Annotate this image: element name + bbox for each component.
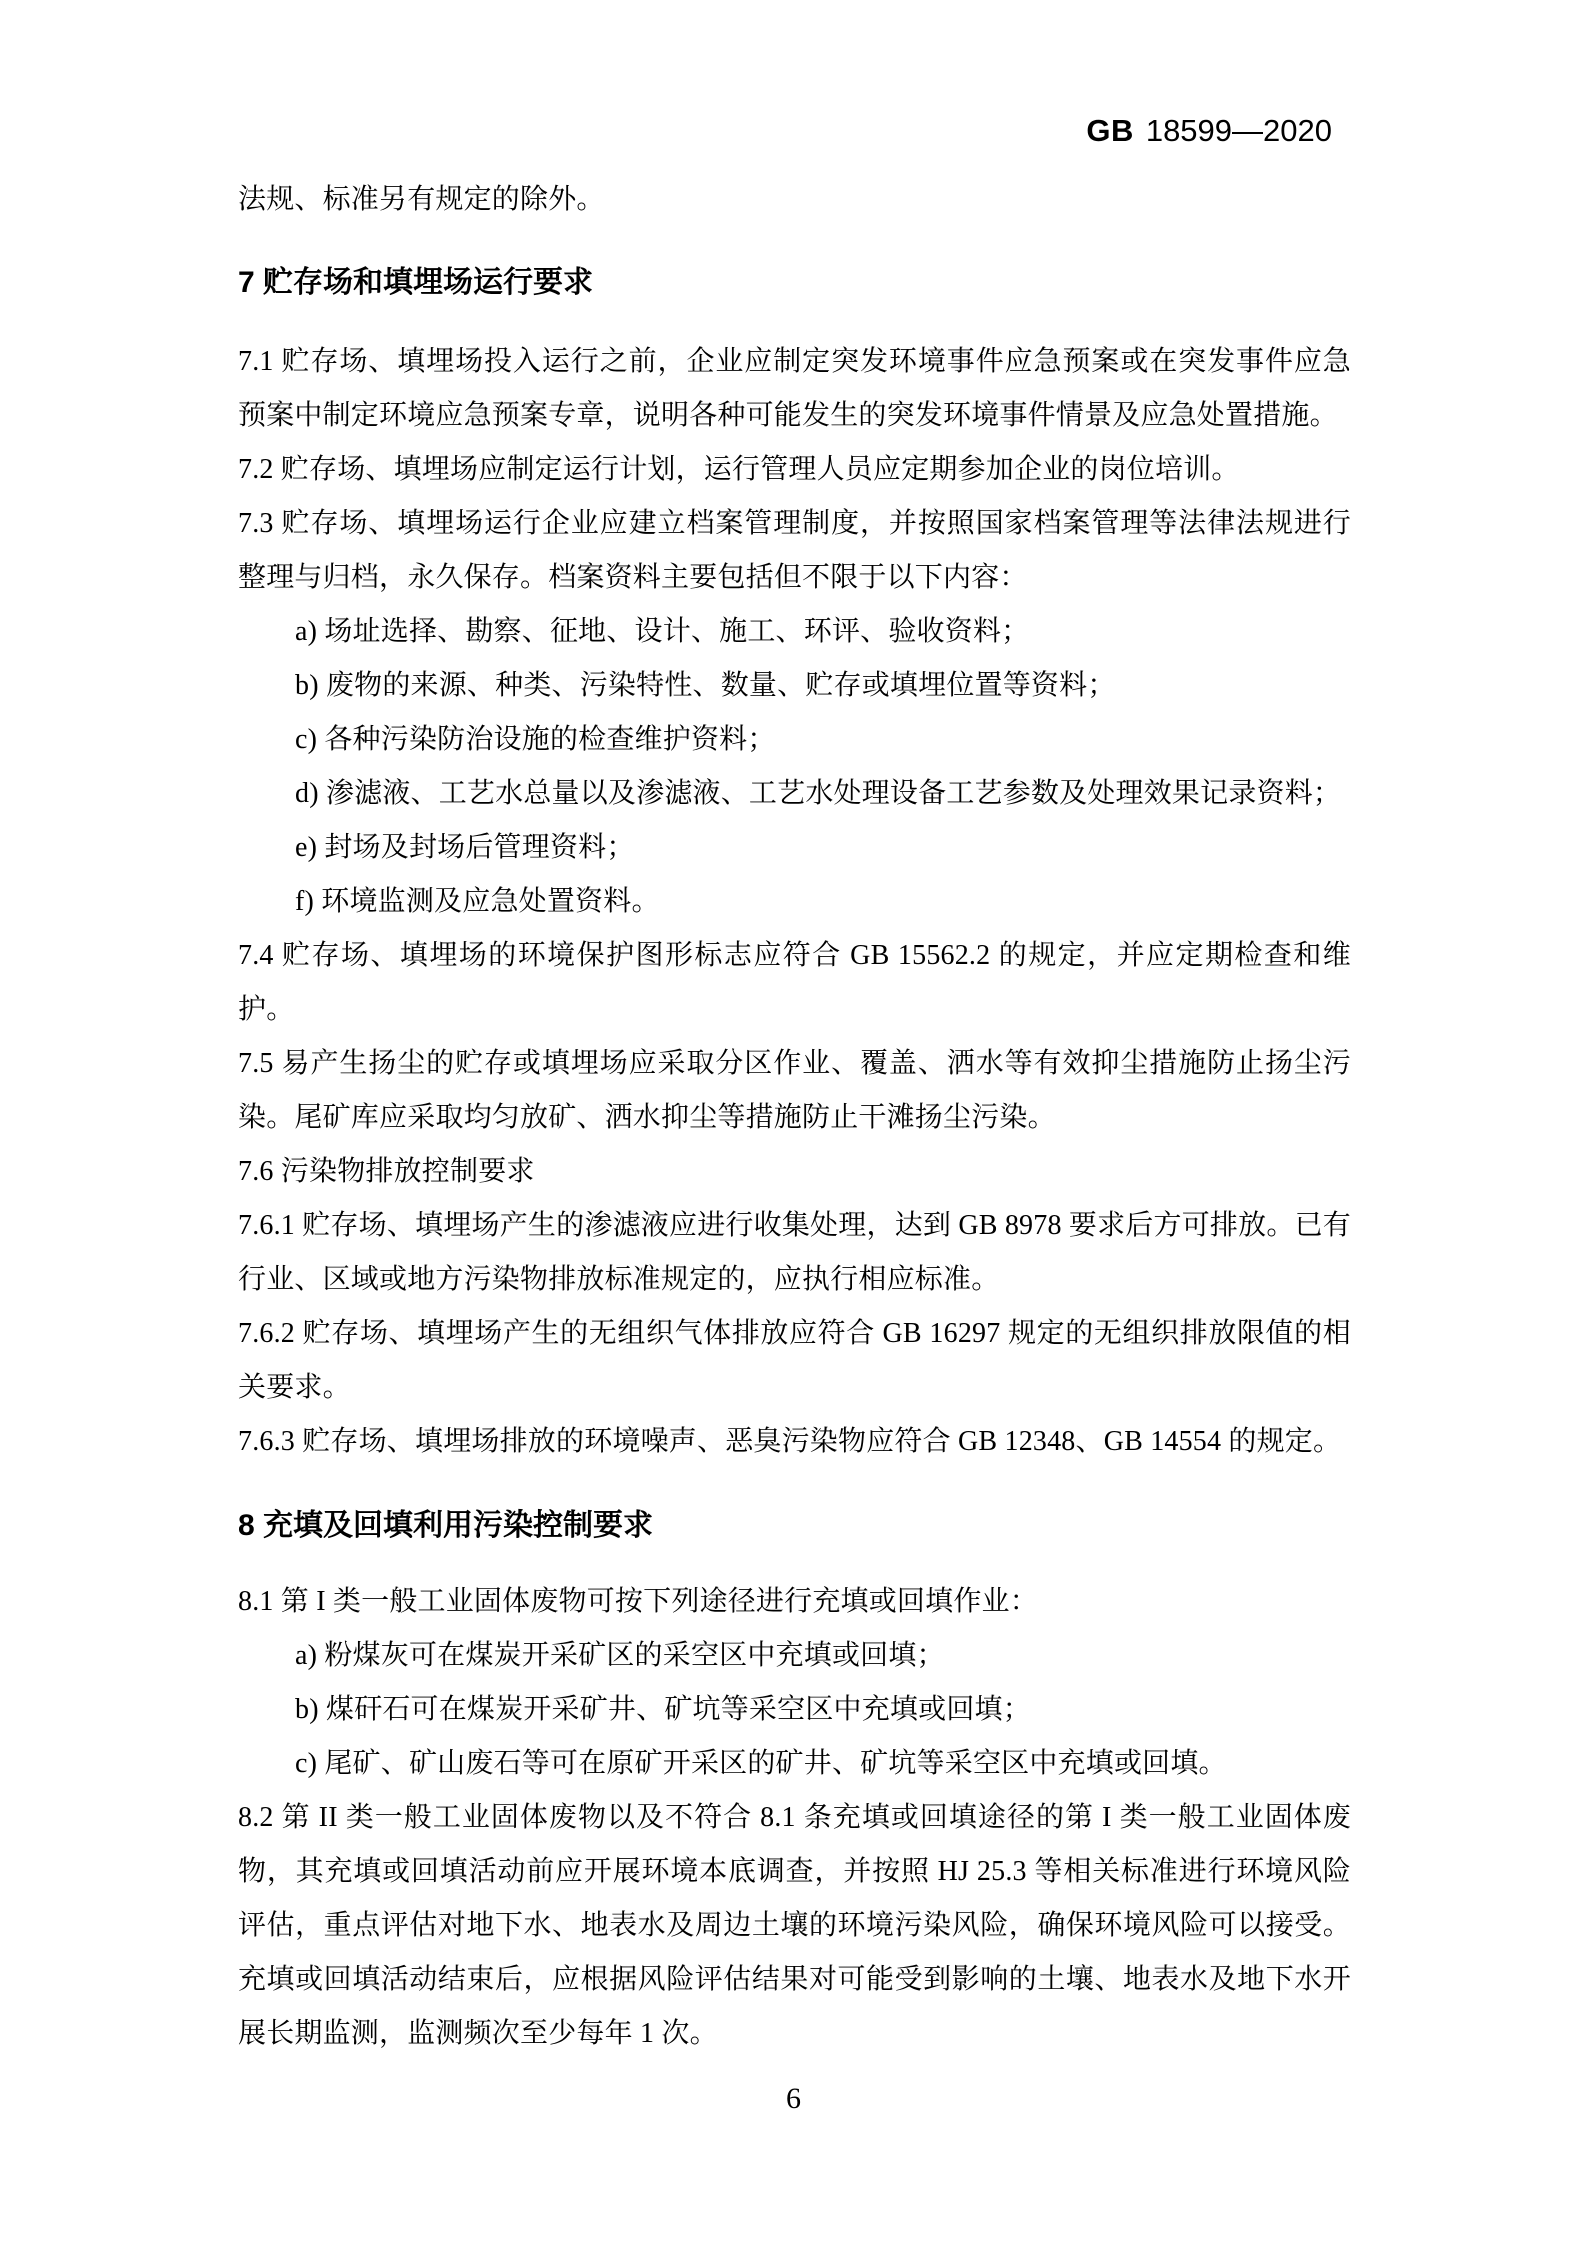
clause-7-6-1: 7.6.1 贮存场、填埋场产生的渗滤液应进行收集处理，达到 GB 8978 要求后方可排放。已有行业、区域或地方污染物排放标准规定的，应执行相应标准。 bbox=[238, 1210, 1351, 1295]
document-body bbox=[238, 173, 1351, 2061]
doc-code-prefix: GB bbox=[1086, 113, 1134, 148]
clause-8-1: 8.1 第 I 类一般工业固体废物可按下列途径进行充填或回填作业： bbox=[238, 1586, 1038, 1617]
doc-code bbox=[1086, 112, 1332, 150]
list-item-7-3-a: a) 场址选择、勘察、征地、设计、施工、环评、验收资料； bbox=[295, 616, 1030, 647]
list-item-7-3-c: c) 各种污染防治设施的检查维护资料； bbox=[295, 724, 776, 755]
section-8-heading: 8 充填及回填利用污染控制要求 bbox=[238, 1509, 654, 1542]
list-item-8-1-b: b) 煤矸石可在煤炭开采矿井、矿坑等采空区中充填或回填； bbox=[295, 1694, 1031, 1725]
clause-7-1: 7.1 贮存场、填埋场投入运行之前，企业应制定突发环境事件应急预案或在突发事件应急预案中制定环境应急预案专章，说明各种可能发生的突发环境事件情景及应急处置措施。 bbox=[238, 346, 1351, 431]
list-item-8-1-a: a) 粉煤灰可在煤炭开采矿区的采空区中充填或回填； bbox=[295, 1640, 945, 1671]
list-item-7-3-b: b) 废物的来源、种类、污染特性、数量、贮存或填埋位置等资料； bbox=[295, 670, 1116, 701]
page-number: 6 bbox=[786, 2082, 801, 2115]
clause-7-6-title: 7.6 污染物排放控制要求 bbox=[238, 1156, 535, 1187]
clause-7-4: 7.4 贮存场、填埋场的环境保护图形标志应符合 GB 15562.2 的规定，并应定期检查和维护。 bbox=[238, 940, 1351, 1025]
section-7-heading: 7 贮存场和填埋场运行要求 bbox=[238, 266, 594, 299]
list-item-7-3-d: d) 渗滤液、工艺水总量以及渗滤液、工艺水处理设备工艺参数及处理效果记录资料； bbox=[295, 778, 1342, 809]
list-item-7-3-f: f) 环境监测及应急处置资料。 bbox=[295, 886, 660, 917]
clause-7-2: 7.2 贮存场、填埋场应制定运行计划，运行管理人员应定期参加企业的岗位培训。 bbox=[238, 454, 1240, 485]
clause-7-6-2: 7.6.2 贮存场、填埋场产生的无组织气体排放应符合 GB 16297 规定的无组织排放限值的相关要求。 bbox=[238, 1318, 1351, 1403]
para-continuation: 法规、标准另有规定的除外。 bbox=[238, 184, 605, 215]
clause-7-5: 7.5 易产生扬尘的贮存或填埋场应采取分区作业、覆盖、洒水等有效抑尘措施防止扬尘污染。尾矿库应采取均匀放矿、洒水抑尘等措施防止干滩扬尘污染。 bbox=[238, 1048, 1351, 1133]
doc-code-number: 18599—2020 bbox=[1145, 113, 1332, 148]
list-item-8-1-c: c) 尾矿、矿山废石等可在原矿开采区的矿井、矿坑等采空区中充填或回填。 bbox=[295, 1748, 1227, 1779]
clause-8-2: 8.2 第 II 类一般工业固体废物以及不符合 8.1 条充填或回填途径的第 I 类一般工业固体废物，其充填或回填活动前应开展环境本底调查，并按照 HJ 25.3 等相关标准进行环境风险评估，重点评估对地下水、地表水及周边土壤的环境污染风险，确保环境风险可以接受。充填或回填活动结束后，应根据风险评估结果对可能受到影响的土壤、地表水及地下水开展长期监测，监测频次至少每年 1 次。 bbox=[238, 1802, 1351, 2049]
clause-7-6-3: 7.6.3 贮存场、填埋场排放的环境噪声、恶臭污染物应符合 GB 12348、GB 14554 的规定。 bbox=[238, 1426, 1342, 1457]
clause-7-3: 7.3 贮存场、填埋场运行企业应建立档案管理制度，并按照国家档案管理等法律法规进行整理与归档，永久保存。档案资料主要包括但不限于以下内容： bbox=[238, 508, 1351, 593]
list-item-7-3-e: e) 封场及封场后管理资料； bbox=[295, 832, 635, 863]
